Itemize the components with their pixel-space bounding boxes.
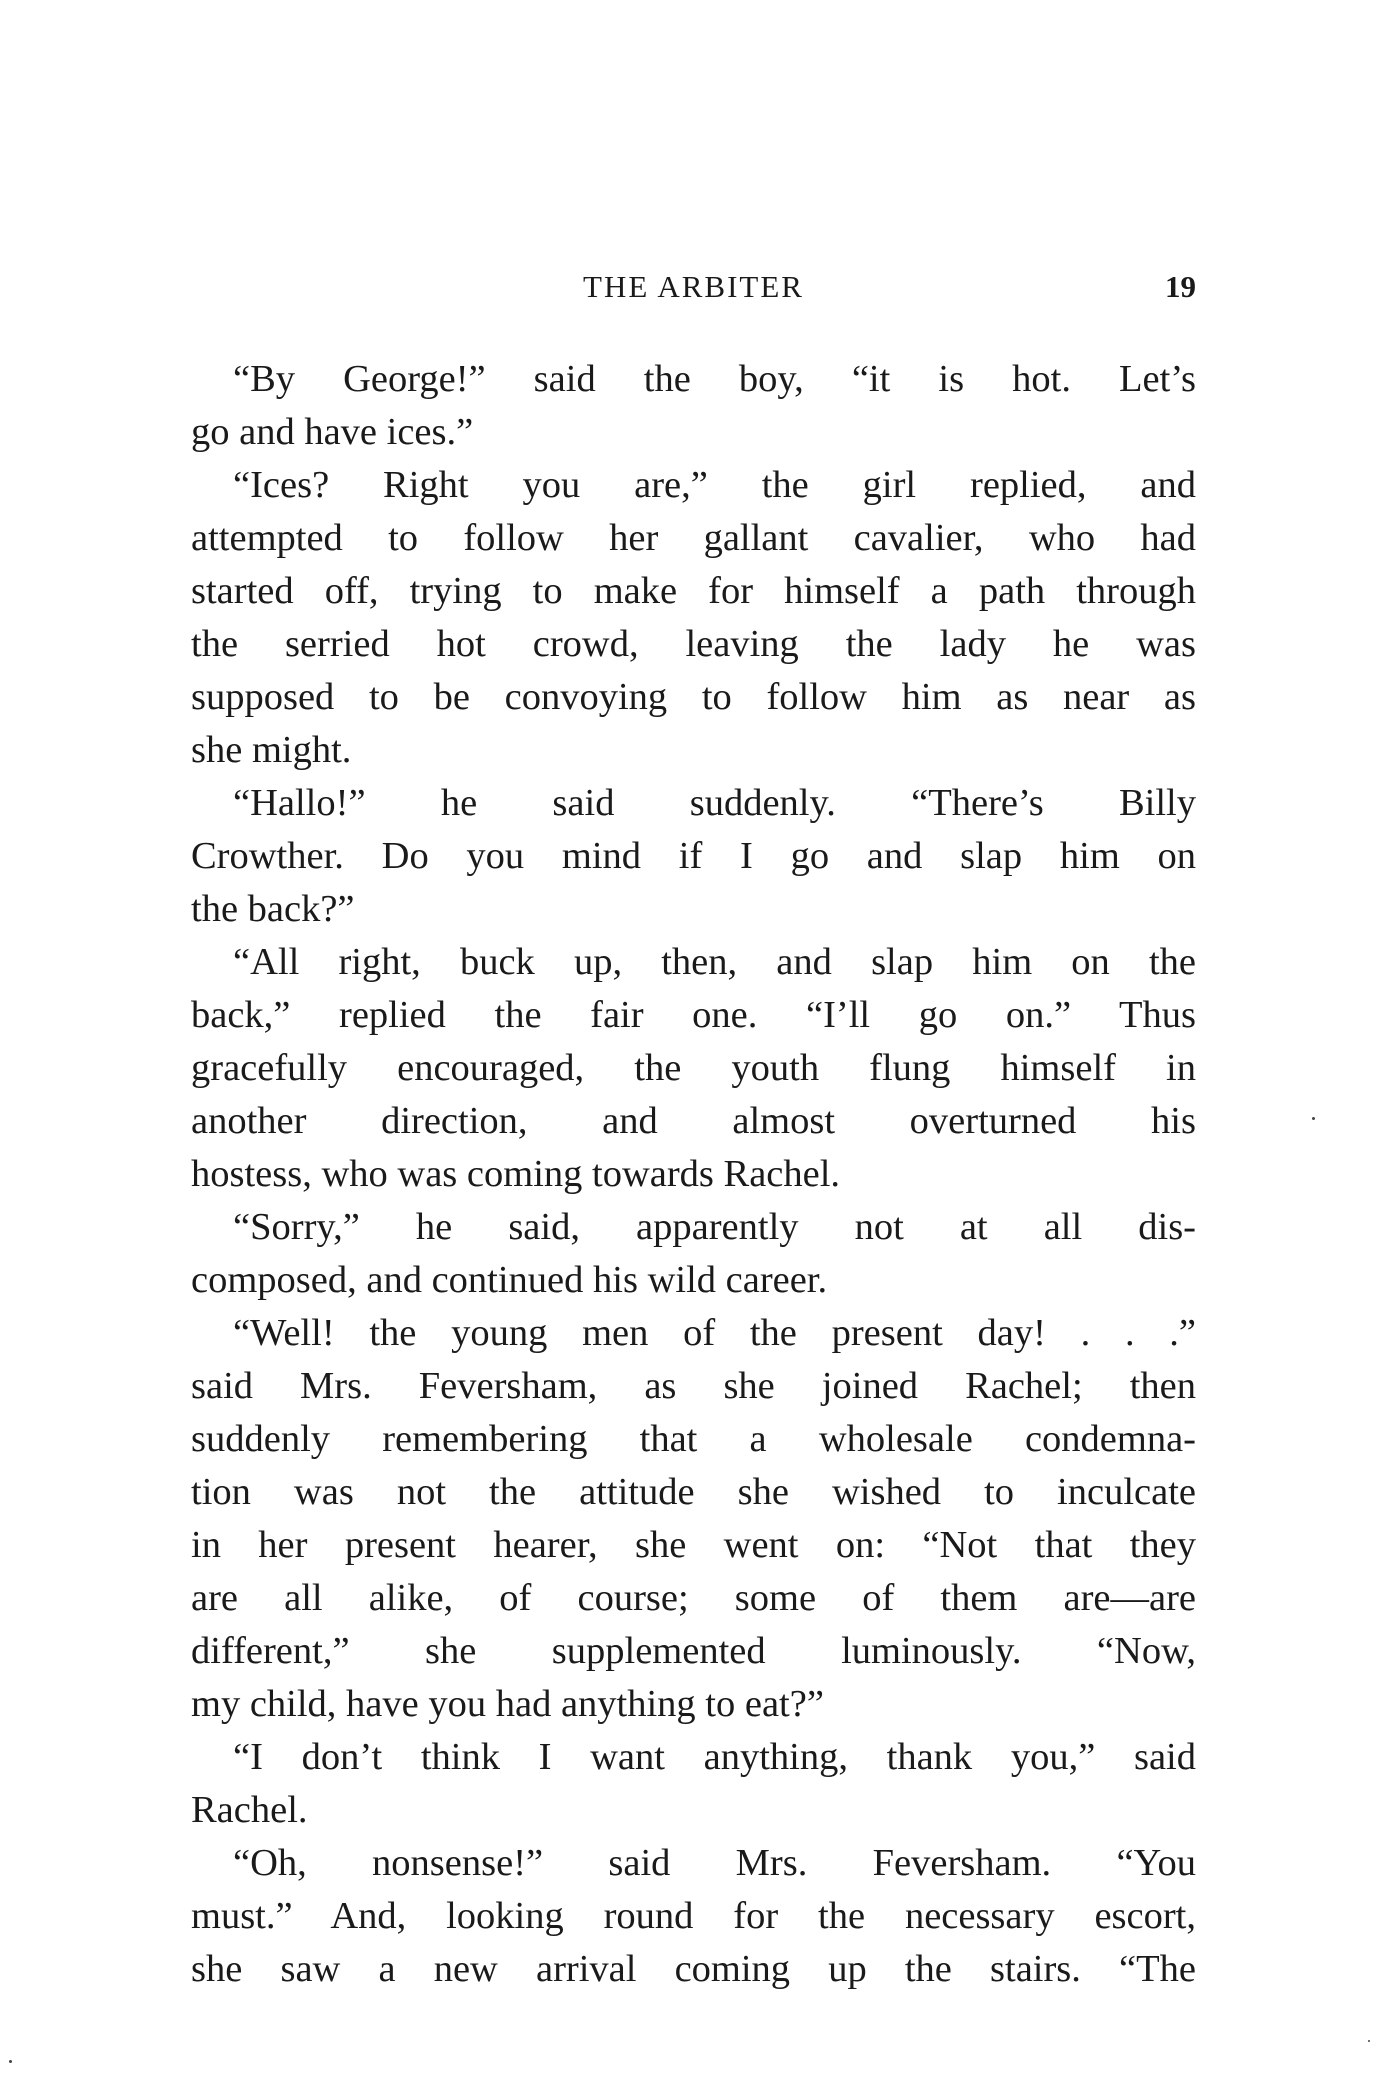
text-line: supposed to be convoying to follow him as near as (191, 676, 1196, 718)
text-line: “By George!” said the boy, “it is hot. Let’s (233, 358, 1196, 400)
text-line: suddenly remembering that a wholesale condemna- (191, 1418, 1196, 1460)
text-line: said Mrs. Feversham, as she joined Rachel; then (191, 1365, 1196, 1407)
text-line: Crowther. Do you mind if I go and slap him on (191, 835, 1196, 877)
text-line: “I don’t think I want anything, thank you,” said (233, 1736, 1196, 1778)
text-line: started off, trying to make for himself a path through (191, 570, 1196, 612)
text-line: “Oh, nonsense!” said Mrs. Feversham. “You (233, 1842, 1196, 1884)
text-line: the serried hot crowd, leaving the lady he was (191, 623, 1196, 665)
text-line: composed, and continued his wild career. (191, 1259, 828, 1301)
text-line: she saw a new arrival coming up the stairs. “The (191, 1948, 1196, 1990)
running-title: THE ARBITER (583, 269, 804, 304)
text-line: gracefully encouraged, the youth flung himself in (191, 1047, 1196, 1089)
text-line: “Sorry,” he said, apparently not at all dis- (233, 1206, 1196, 1248)
text-line: “All right, buck up, then, and slap him on the (233, 941, 1196, 983)
text-line: must.” And, looking round for the necessary escort, (191, 1895, 1196, 1937)
scan-speck (1312, 1117, 1315, 1120)
text-line: go and have ices.” (191, 411, 474, 453)
text-line: Rachel. (191, 1789, 308, 1831)
text-line: my child, have you had anything to eat?” (191, 1683, 824, 1725)
text-line: attempted to follow her gallant cavalier, who had (191, 517, 1196, 559)
text-line: “Hallo!” he said suddenly. “There’s Billy (233, 782, 1196, 824)
text-line: are all alike, of course; some of them are—are (191, 1577, 1196, 1619)
text-line: in her present hearer, she went on: “Not that they (191, 1524, 1196, 1566)
page-number: 19 (1165, 269, 1196, 304)
text-line: hostess, who was coming towards Rachel. (191, 1153, 841, 1195)
page-header (191, 262, 1196, 312)
text-line: back,” replied the fair one. “I’ll go on.” Thus (191, 994, 1196, 1036)
text-line: she might. (191, 729, 352, 771)
scan-speck (9, 2060, 12, 2063)
body-text (191, 353, 1196, 1996)
text-line: another direction, and almost overturned his (191, 1100, 1196, 1142)
text-line: “Ices? Right you are,” the girl replied, and (233, 464, 1196, 506)
scan-speck (1368, 2040, 1370, 2042)
text-line: tion was not the attitude she wished to inculcate (191, 1471, 1196, 1513)
text-line: “Well! the young men of the present day! . . .” (233, 1312, 1196, 1354)
text-line: the back?” (191, 888, 355, 930)
text-line: different,” she supplemented luminously. “Now, (191, 1630, 1196, 1672)
